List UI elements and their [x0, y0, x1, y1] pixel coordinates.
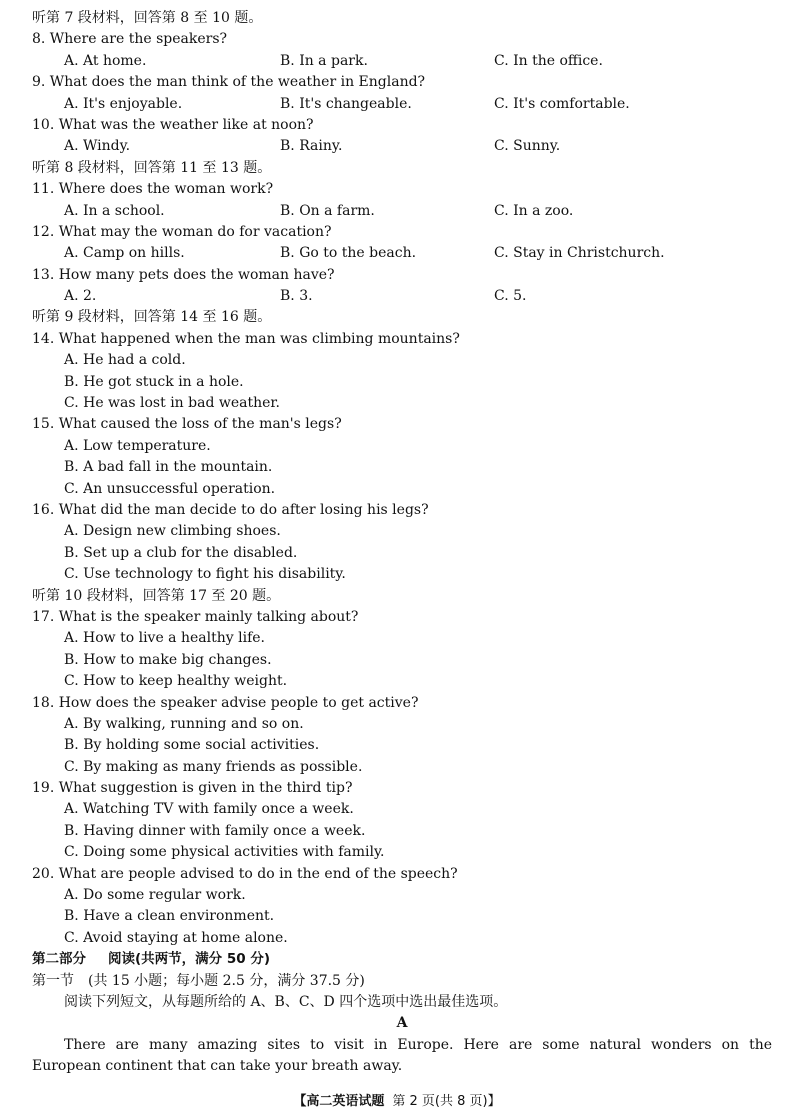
- section-header: 听第 8 段材料，回答第 11 至 13 题。: [32, 159, 272, 176]
- part-title: [32, 949, 772, 970]
- instruction: 阅读下列短文，从每题所给的 A、B、C、D 四个选项中选出最佳选项。: [64, 993, 508, 1010]
- option-b: B. It's changeable.: [280, 95, 412, 112]
- question: 16. What did the man decide to do after losing his legs?: [32, 501, 429, 518]
- option-c: C. Sunny.: [494, 138, 561, 155]
- option-a: A. Watching TV with family once a week.: [64, 801, 354, 818]
- option-b: B. A bad fall in the mountain.: [64, 459, 273, 476]
- option-a: A. By walking, running and so on.: [64, 715, 304, 732]
- option-c: C. How to keep healthy weight.: [64, 673, 288, 690]
- option-b: B. He got stuck in a hole.: [64, 373, 244, 390]
- option-b: B. On a farm.: [280, 202, 375, 219]
- option-b: B. Set up a club for the disabled.: [64, 544, 298, 561]
- question: 19. What suggestion is given in the third tip?: [32, 780, 353, 797]
- option-a: A. In a school.: [64, 202, 165, 219]
- question: 9. What does the man think of the weather in England?: [32, 74, 426, 91]
- question: 11. Where does the woman work?: [32, 181, 274, 198]
- option-a: A. Low temperature.: [64, 437, 211, 454]
- options-row: [32, 136, 772, 157]
- question: 17. What is the speaker mainly talking about?: [32, 608, 359, 625]
- question: 18. How does the speaker advise people to get active?: [32, 694, 419, 711]
- option-c: C. Stay in Christchurch.: [494, 245, 665, 262]
- option-b: B. In a park.: [280, 52, 368, 69]
- option-a: A. He had a cold.: [64, 352, 186, 369]
- option-c: C. Doing some physical activities with family.: [64, 844, 385, 861]
- question: 14. What happened when the man was climbing mountains?: [32, 330, 460, 347]
- option-a: A. Camp on hills.: [64, 245, 185, 262]
- option-a: A. It's enjoyable.: [64, 95, 183, 112]
- footer-title: 【高二英语试题: [293, 1094, 385, 1109]
- option-b: B. Having dinner with family once a week.: [64, 822, 366, 839]
- option-a: A. At home.: [64, 52, 147, 69]
- option-c: C. Avoid staying at home alone.: [64, 929, 288, 946]
- option-b: B. How to make big changes.: [64, 651, 272, 668]
- option-c: C. In a zoo.: [494, 202, 574, 219]
- section-title: 第一节 (共 15 小题；每小题 2.5 分，满分 37.5 分): [32, 972, 365, 989]
- option-b: B. Go to the beach.: [280, 245, 417, 262]
- option-c: C. It's comfortable.: [494, 95, 630, 112]
- option-a: A. Design new climbing shoes.: [64, 523, 281, 540]
- options-row: [32, 94, 772, 115]
- option-c: C. He was lost in bad weather.: [64, 395, 281, 412]
- part-subtitle: 阅读(共两节，满分 50 分): [108, 951, 271, 968]
- section-header: 听第 9 段材料，回答第 14 至 16 题。: [32, 309, 272, 326]
- option-a: A. Windy.: [64, 138, 131, 155]
- section-header: 听第 7 段材料，回答第 8 至 10 题。: [32, 10, 263, 26]
- question: 15. What caused the loss of the man's legs?: [32, 416, 342, 433]
- option-a: A. Do some regular work.: [64, 887, 246, 904]
- passage-line: There are many amazing sites to visit in Europe. Here are some natural wonders on the: [64, 1036, 772, 1053]
- part-number: 第二部分: [32, 951, 86, 968]
- option-b: B. By holding some social activities.: [64, 737, 320, 754]
- page-footer: [0, 1090, 794, 1109]
- option-a: A. 2.: [64, 288, 97, 305]
- option-c: C. By making as many friends as possible.: [64, 758, 363, 775]
- option-c: C. In the office.: [494, 52, 603, 69]
- passage-label: A: [396, 1015, 408, 1032]
- option-a: A. How to live a healthy life.: [64, 630, 265, 647]
- option-b: B. Have a clean environment.: [64, 908, 275, 925]
- options-row: [32, 201, 772, 222]
- option-c: C. Use technology to fight his disability.: [64, 566, 346, 583]
- question: 12. What may the woman do for vacation?: [32, 223, 332, 240]
- footer-page-number: 第 2 页(共 8 页)】: [392, 1094, 501, 1109]
- option-c: C. 5.: [494, 288, 527, 305]
- options-row: [32, 286, 772, 307]
- options-row: [32, 243, 772, 264]
- section-header: 听第 10 段材料，回答第 17 至 20 题。: [32, 587, 281, 604]
- option-b: B. Rainy.: [280, 138, 343, 155]
- passage-line: European continent that can take your breath away.: [32, 1058, 403, 1075]
- option-b: B. 3.: [280, 288, 313, 305]
- exam-page: [32, 8, 772, 1078]
- question: 20. What are people advised to do in the end of the speech?: [32, 865, 458, 882]
- options-row: [32, 51, 772, 72]
- question: 8. Where are the speakers?: [32, 31, 228, 48]
- question: 10. What was the weather like at noon?: [32, 116, 314, 133]
- option-c: C. An unsuccessful operation.: [64, 480, 276, 497]
- question: 13. How many pets does the woman have?: [32, 266, 335, 283]
